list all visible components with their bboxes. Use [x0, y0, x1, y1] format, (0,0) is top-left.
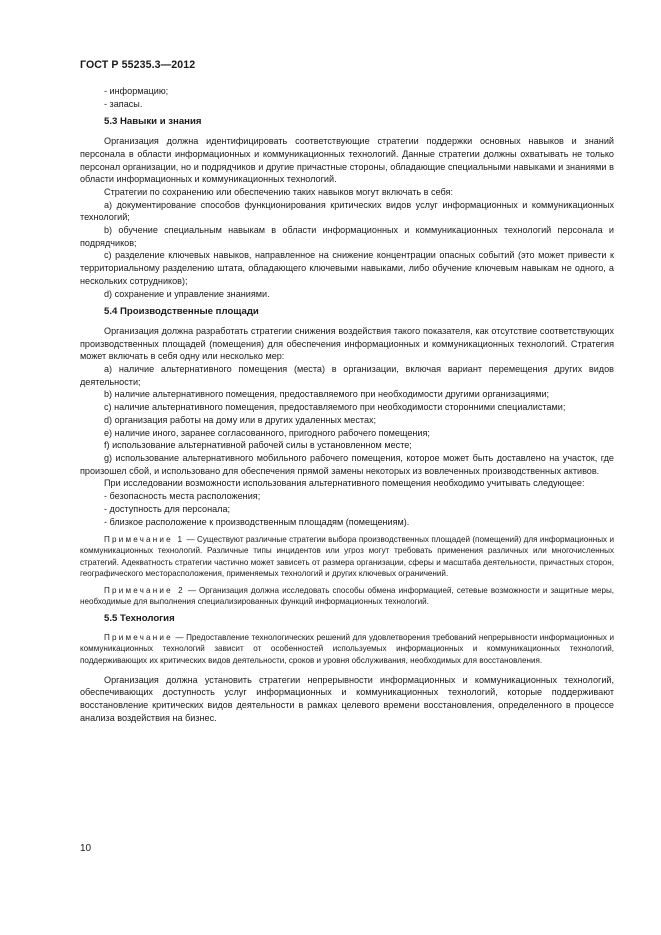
note-text: — Предоставление технологических решений для удовлетворения требований непрерывности информационных и коммуникационных технологий зависит от особенностей используемых информационных и коммуникационных технологий, поддерживающих их критических видов деятельности, сроков и уровня обслуживания, необходимых для восстановления. [80, 633, 614, 665]
list-item: а) наличие альтернативного помещения (места) в организации, включая вариант перемещения других видов деятельности; [80, 364, 614, 387]
document-header: ГОСТ Р 55235.3—2012 [80, 59, 196, 71]
list-item: d) сохранение и управление знаниями. [104, 288, 270, 299]
paragraph: Стратегии по сохранению или обеспечению таких навыков могут включать в себя: [104, 186, 453, 197]
list-item: d) организация работы на дому или в других удаленных местах; [104, 414, 377, 425]
paragraph: Организация должна установить стратегии непрерывности информационных и коммуникационных технологий, обеспечивающих доступность услуг информационных и коммуникационных технологий, которые поддерживают восстановление критических видов деятельности в рамках целевого времени восстановления, определенного в процессе анализа воздействия на бизнес. [80, 674, 614, 723]
note-text: — Существуют различные стратегии выбора производственных площадей (помещений) для информационных и коммуникационных технологий. Различные типы инцидентов или угроз могут требовать применения различных или многочисленных стратегий. Адекватность стратегии частично может зависеть от размера организации, сферы и масштаба деятельности, причастных сторон, географического месторасположения, применяемых технологий и других ключевых ограничений. [80, 535, 614, 578]
list-item: а) документирование способов функционирования критических видов услуг информационных и коммуникационных технологий; [80, 199, 614, 223]
list-item: - доступность для персонала; [104, 503, 231, 514]
section-heading-5-4: 5.4 Производственные площади [104, 306, 259, 318]
list-item: с) разделение ключевых навыков, направленное на снижение концентрации опасных событий (это может привести к территориальному разделению штата, обладающего ключевыми навыками, либо обучение ключевым навыкам не одного, а нескольких сотрудников); [80, 250, 614, 286]
list-item: g) использование альтернативного мобильного рабочего помещения, которое может быть доставлено на участок, где произошел сбой, и использовано для обеспечения прямой замены некоторых из вовлеченных производственных активов. [80, 452, 614, 476]
list-item: b) наличие альтернативного помещения, предоставляемого при необходимости другими организациями; [104, 389, 550, 400]
note-label: Примечание 1 [104, 535, 185, 545]
note-1 [80, 534, 614, 579]
list-item: - информацию; [104, 86, 169, 96]
page-number: 10 [80, 843, 92, 854]
note-text: — Организация должна исследовать способы обмена информацией, сетевые возможности и защитные меры, необходимые для выполнения специализированных функций информационных технологий. [80, 586, 615, 607]
list-item: - запасы. [104, 98, 143, 109]
list-item: е) наличие иного, заранее согласованного, пригодного рабочего помещения; [104, 427, 430, 438]
list-item: f) использование альтернативной рабочей силы в установленном месте; [104, 440, 412, 451]
paragraph: При исследовании возможности использования альтернативного помещения необходимо учитывать следующее: [104, 478, 585, 489]
list-item: - близкое расположение к производственным площадям (помещениям). [104, 516, 410, 527]
note-technology [80, 632, 614, 666]
section-heading-5-3: 5.3 Навыки и знания [104, 116, 202, 128]
note-2 [80, 585, 614, 607]
note-label: Примечание [104, 633, 173, 643]
paragraph: Организация должна разработать стратегии снижения воздействия такого показателя, как отсутствие соответствующих производственных площадей (помещения) для обеспечения информационных и коммуникационных технологий. Стратегия может включать в себя одну или несколько мер: [80, 325, 614, 362]
note-label: Примечание 2 [104, 586, 185, 596]
document-page [80, 59, 614, 725]
list-item: с) наличие альтернативного помещения, предоставляемого при необходимости сторонними специалистами; [104, 402, 566, 413]
section-heading-5-5: 5.5 Технология [104, 613, 175, 625]
paragraph: Организация должна идентифицировать соответствующие стратегии поддержки основных навыков и знаний персонала в области информационных и коммуникационных технологий. Данные стратегии должны охватывать не только персонал организации, но и подрядчиков и другие причастные стороны, обладающие специальными навыками и знаниями в области информационных и коммуникационных технологий. [80, 136, 614, 185]
list-item: b) обучение специальным навыкам в области информационных и коммуникационных технологий персонала и подрядчиков; [80, 225, 614, 248]
list-item: - безопасность места расположения; [104, 491, 261, 502]
